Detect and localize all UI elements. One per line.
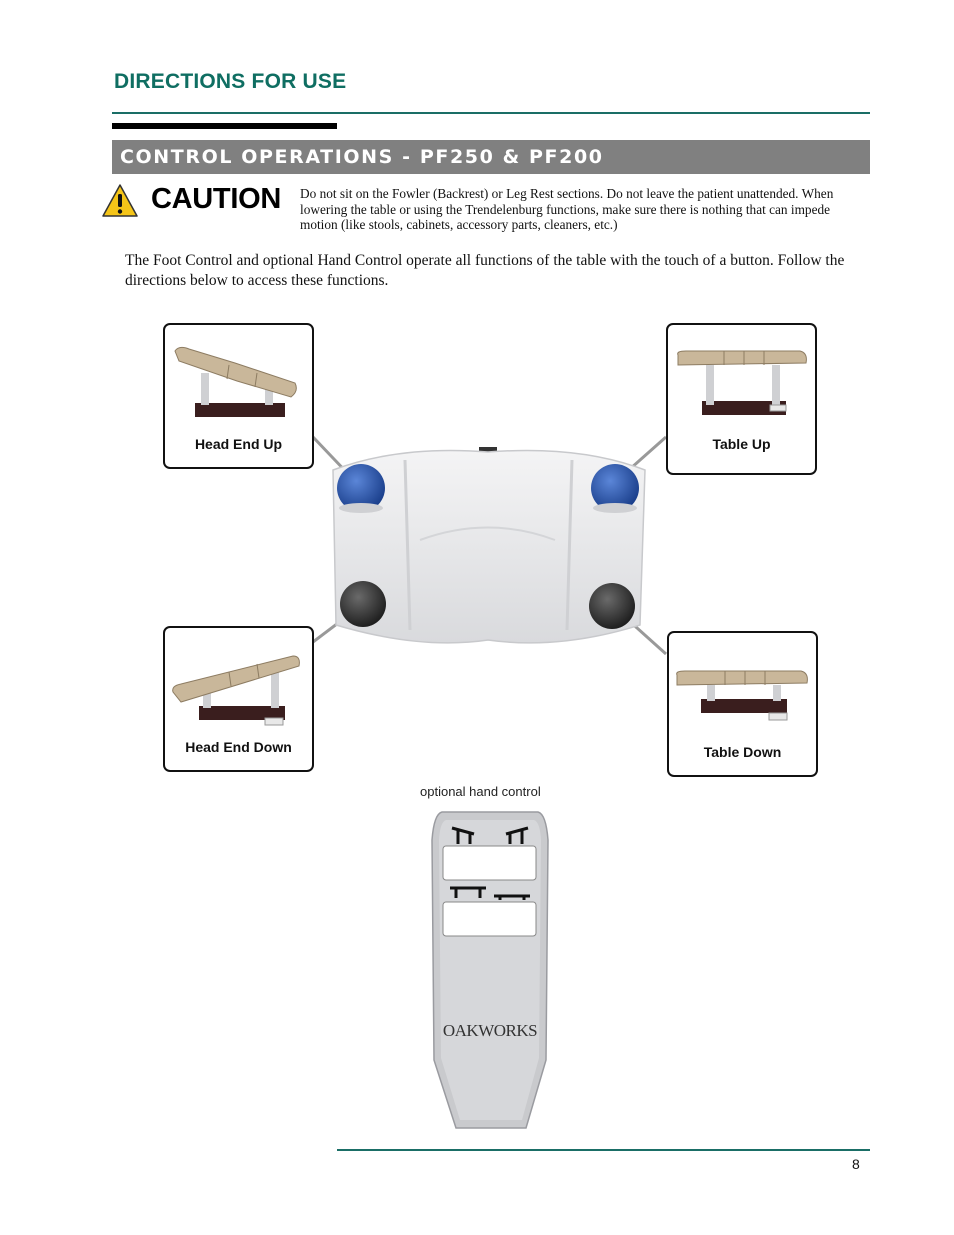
table-down-image (669, 633, 816, 743)
callout-label-head-end-up: Head End Up (194, 436, 283, 452)
caution-text: Do not sit on the Fowler (Backrest) or Leg Rest sections. Do not leave the patient unattended. When lowering the table or using the Trendelenburg functions, make sure there is nothing that can impede motion (like stools, cabinets, accessory parts, cleaners, etc.) (300, 186, 834, 232)
hand-button-head[interactable] (443, 846, 536, 880)
callout-head-end-down (163, 626, 314, 772)
banner-title: CONTROL OPERATIONS - PF250 & PF200 (120, 146, 604, 168)
head-end-up-pedal (337, 464, 385, 513)
intro-paragraph: The Foot Control and optional Hand Control operate all functions of the table with the touch of a button. Follow the directions below to access these functions. (125, 252, 845, 289)
table-up-image (668, 325, 815, 435)
bottom-rule (337, 1149, 870, 1151)
callout-label-head-end-down: Head End Down (185, 739, 292, 755)
page-number: 8 (852, 1156, 860, 1172)
table-up-pedal (591, 464, 639, 513)
section-title: DIRECTIONS FOR USE (114, 70, 347, 93)
table-down-pedal (589, 583, 635, 629)
table-head-down-image (165, 628, 312, 738)
caution-heading: CAUTION (151, 183, 282, 215)
oakworks-logo: OAKWORKS (442, 1021, 538, 1040)
callout-label-table-up: Table Up (712, 436, 771, 452)
head-end-down-pedal (340, 581, 386, 627)
hand-button-height[interactable] (443, 902, 536, 936)
callout-table-down (667, 631, 818, 777)
table-head-up-image (165, 325, 312, 435)
callout-table-up (666, 323, 817, 475)
hand-control-caption: optional hand control (420, 784, 541, 799)
callout-head-end-up (163, 323, 314, 469)
callout-label-table-down: Table Down (703, 744, 782, 760)
hand-control-illustration (428, 810, 552, 1134)
